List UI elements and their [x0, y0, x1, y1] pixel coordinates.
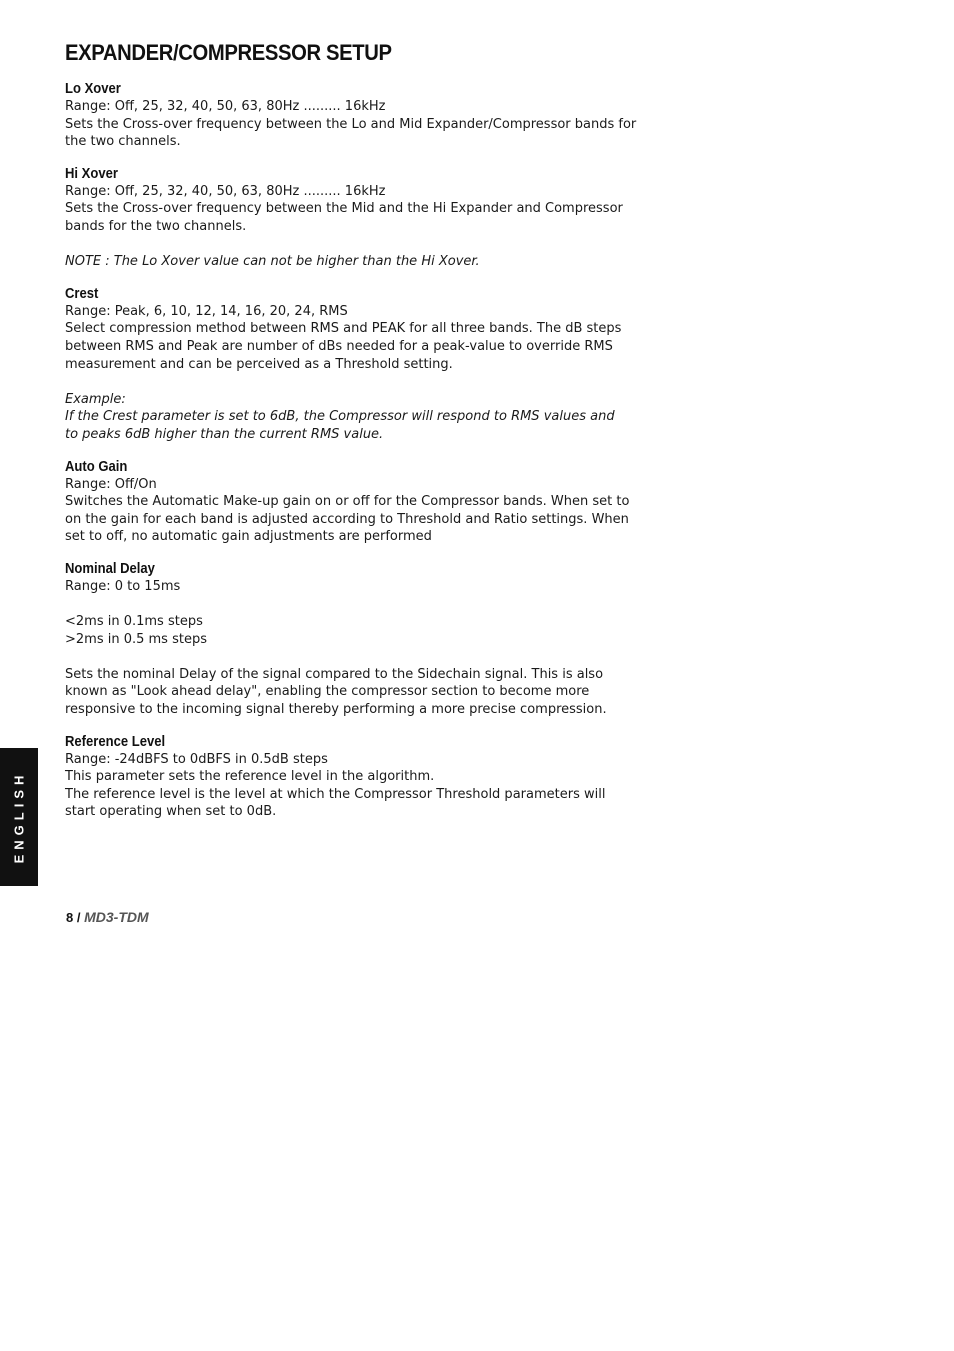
- description-text: the two channels.: [65, 134, 181, 150]
- description-text: known as "Look ahead delay", enabling the compressor section to become more: [65, 684, 590, 700]
- language-side-tab: [0, 748, 38, 886]
- range-text: Range: Off/On: [65, 476, 157, 492]
- description-text: Sets the Cross-over frequency between the Lo and Mid Expander/Compressor bands for: [65, 116, 637, 132]
- description-text: This parameter sets the reference level in the algorithm.: [65, 769, 435, 785]
- example-label: Example:: [65, 391, 126, 407]
- example-text: If the Crest parameter is set to 6dB, the Compressor will respond to RMS values and: [65, 409, 615, 425]
- section-heading: Nominal Delay: [65, 560, 155, 577]
- range-text: Range: Off, 25, 32, 40, 50, 63, 80Hz ......... 16kHz: [65, 99, 386, 114]
- description-text: set to off, no automatic gain adjustments are performed: [65, 529, 432, 545]
- range-text: Range: Off, 25, 32, 40, 50, 63, 80Hz ......... 16kHz: [65, 183, 386, 199]
- page-number: 8 /: [66, 910, 81, 925]
- description-text: on the gain for each band is adjusted according to Threshold and Ratio settings. When: [65, 511, 629, 527]
- example-text: to peaks 6dB higher than the current RMS value.: [65, 426, 384, 442]
- page-footer: [66, 909, 149, 925]
- section-auto-gain: [65, 458, 630, 546]
- description-text: bands for the two channels.: [65, 218, 247, 234]
- range-text: Range: 0 to 15ms: [65, 578, 181, 594]
- section-heading: Lo Xover: [65, 81, 121, 97]
- description-text: between RMS and Peak are number of dBs needed for a peak-value to override RMS: [65, 338, 613, 354]
- description-text: start operating when set to 0dB.: [65, 804, 277, 820]
- section-hi-xover: [65, 165, 625, 271]
- description-text: Sets the Cross-over frequency between the Mid and the Hi Expander and Compressor: [65, 201, 623, 217]
- description-text: measurement and can be perceived as a Threshold setting.: [65, 356, 453, 372]
- document-body: [65, 80, 637, 835]
- page-title: EXPANDER/COMPRESSOR SETUP: [65, 40, 392, 65]
- step-text: <2ms in 0.1ms steps: [65, 614, 203, 630]
- range-text: Range: Peak, 6, 10, 12, 14, 16, 20, 24, RMS: [65, 303, 348, 319]
- section-reference-level: [65, 733, 625, 821]
- section-heading: Auto Gain: [65, 458, 128, 475]
- product-name: MD3-TDM: [84, 909, 149, 925]
- section-lo-xover: [65, 80, 637, 151]
- description-text: Switches the Automatic Make-up gain on or off for the Compressor bands. When set to: [65, 494, 630, 510]
- description-text: The reference level is the level at which the Compressor Threshold parameters will: [65, 786, 606, 802]
- language-label: ENGLISH: [11, 770, 27, 864]
- range-text: Range: -24dBFS to 0dBFS in 0.5dB steps: [65, 751, 328, 767]
- step-text: >2ms in 0.5 ms steps: [65, 631, 207, 647]
- description-text: Sets the nominal Delay of the signal compared to the Sidechain signal. This is also: [65, 666, 604, 682]
- section-heading: Reference Level: [65, 733, 166, 750]
- description-text: Select compression method between RMS and PEAK for all three bands. The dB steps: [65, 321, 622, 337]
- note-text: NOTE : The Lo Xover value can not be higher than the Hi Xover.: [65, 254, 480, 270]
- section-heading: Crest: [65, 285, 99, 302]
- section-heading: Hi Xover: [65, 165, 118, 182]
- section-crest: [65, 285, 625, 444]
- description-text: responsive to the incoming signal thereby performing a more precise compression.: [65, 702, 607, 718]
- section-nominal-delay: [65, 560, 625, 719]
